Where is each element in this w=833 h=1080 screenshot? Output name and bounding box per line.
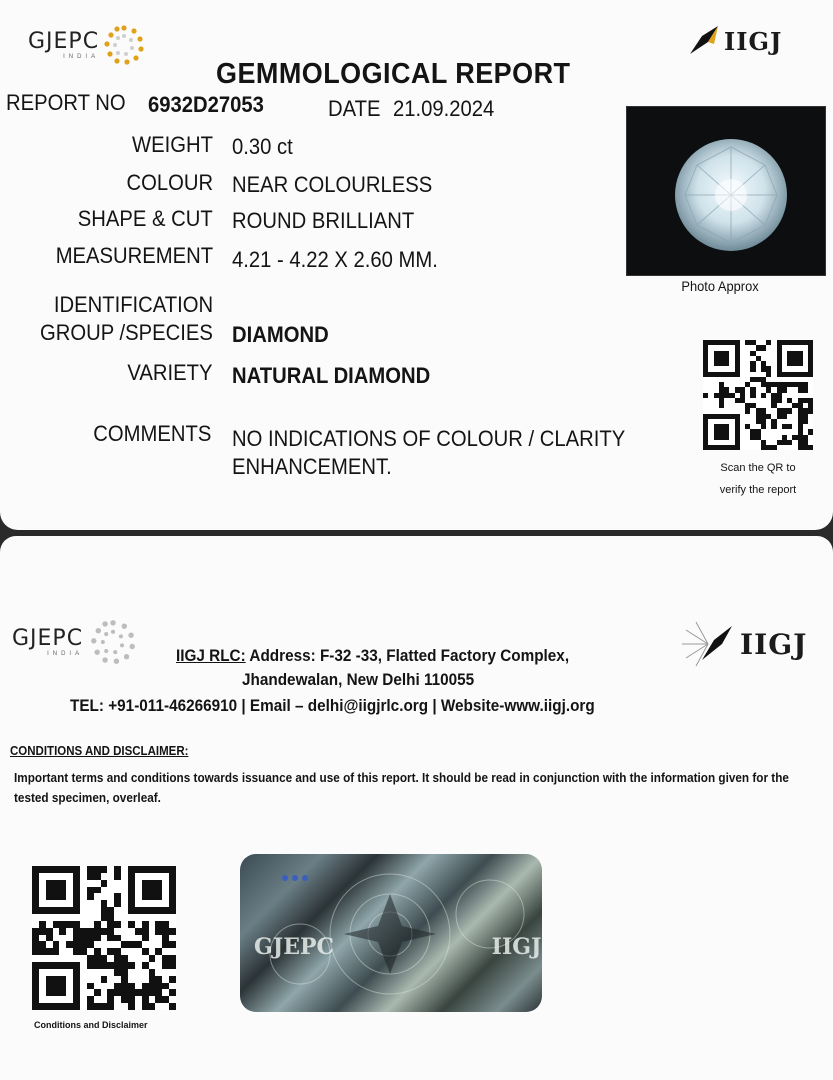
iigj-logo-text-back: IIGJ [740, 627, 808, 661]
hologram-pattern-icon [240, 854, 542, 1012]
gjepc-logo-sub-back: INDIA [47, 650, 84, 657]
comments-line-2: ENHANCEMENT. [232, 454, 392, 479]
conditions-qr-code[interactable] [32, 866, 176, 1010]
conditions-heading: CONDITIONS AND DISCLAIMER: [10, 744, 189, 758]
contact-line[interactable]: TEL: +91-011-46266910 | Email – delhi@iigjrlc.org | Website-www.iigj.org [70, 696, 595, 715]
address-label: IIGJ RLC: [176, 646, 246, 665]
security-hologram [240, 854, 542, 1012]
gjepc-logo [28, 22, 147, 68]
measurement-value: 4.21 - 4.22 X 2.60 MM. [232, 247, 438, 272]
conditions-text: Important terms and conditions towards issuance and use of this report. It should be read in conjunction with the information given for the tested specimen, overleaf. [14, 771, 789, 805]
iigj-logo [688, 24, 782, 58]
group-species-value: DIAMOND [232, 322, 329, 347]
identification-label: IDENTIFICATION [53, 292, 213, 317]
weight-label: WEIGHT [132, 132, 213, 157]
verify-qr-code[interactable] [703, 340, 813, 450]
colour-value: NEAR COLOURLESS [232, 172, 433, 197]
date-label: DATE [328, 96, 381, 121]
diamond-pen-icon [688, 24, 720, 58]
comments-label: COMMENTS [92, 421, 211, 446]
iigj-logo-back [680, 620, 807, 668]
gjepc-logo-sub: INDIA [63, 53, 100, 60]
sunburst-icon [101, 22, 147, 68]
report-back-card [0, 536, 833, 1080]
measurement-label: MEASUREMENT [55, 243, 213, 268]
address-line-1: IIGJ RLC: Address: F-32 -33, Flatted Factory Complex, [176, 646, 570, 665]
variety-label: VARIETY [127, 360, 213, 385]
report-title: GEMMOLOGICAL REPORT [216, 58, 571, 90]
gjepc-logo-text: GJEPC [28, 28, 100, 54]
photo-caption: Photo Approx [681, 278, 759, 294]
shape-cut-value: ROUND BRILLIANT [232, 208, 415, 233]
report-no-label: REPORT NO [6, 90, 126, 115]
variety-value: NATURAL DIAMOND [232, 363, 431, 388]
gem-photo [626, 106, 826, 276]
hologram-text: GJEPC IIGJ [254, 934, 542, 960]
gjepc-logo-text-back: GJEPC [12, 625, 84, 651]
group-species-label: GROUP /SPECIES [40, 320, 213, 345]
qr-caption-line-2: verify the report [719, 484, 797, 496]
diamond-pen-icon [680, 620, 736, 668]
iigj-logo-text: IIGJ [724, 26, 783, 56]
diamond-photo-icon [627, 107, 826, 276]
colour-label: COLOUR [126, 170, 213, 195]
report-no-value: 6932D27053 [148, 92, 264, 117]
report-front-card [0, 0, 833, 530]
address-line-2: Jhandewalan, New Delhi 110055 [242, 670, 475, 689]
gjepc-logo-back [12, 616, 139, 668]
weight-value: 0.30 ct [232, 134, 293, 159]
shape-cut-label: SHAPE & CUT [78, 206, 213, 231]
date-value: 21.09.2024 [393, 96, 495, 121]
qr-caption-line-1: Scan the QR to [720, 462, 796, 474]
conditions-qr-caption: Conditions and Disclaimer [34, 1020, 148, 1030]
sunburst-icon [87, 616, 139, 668]
comments-line-1: NO INDICATIONS OF COLOUR / CLARITY [232, 426, 626, 451]
